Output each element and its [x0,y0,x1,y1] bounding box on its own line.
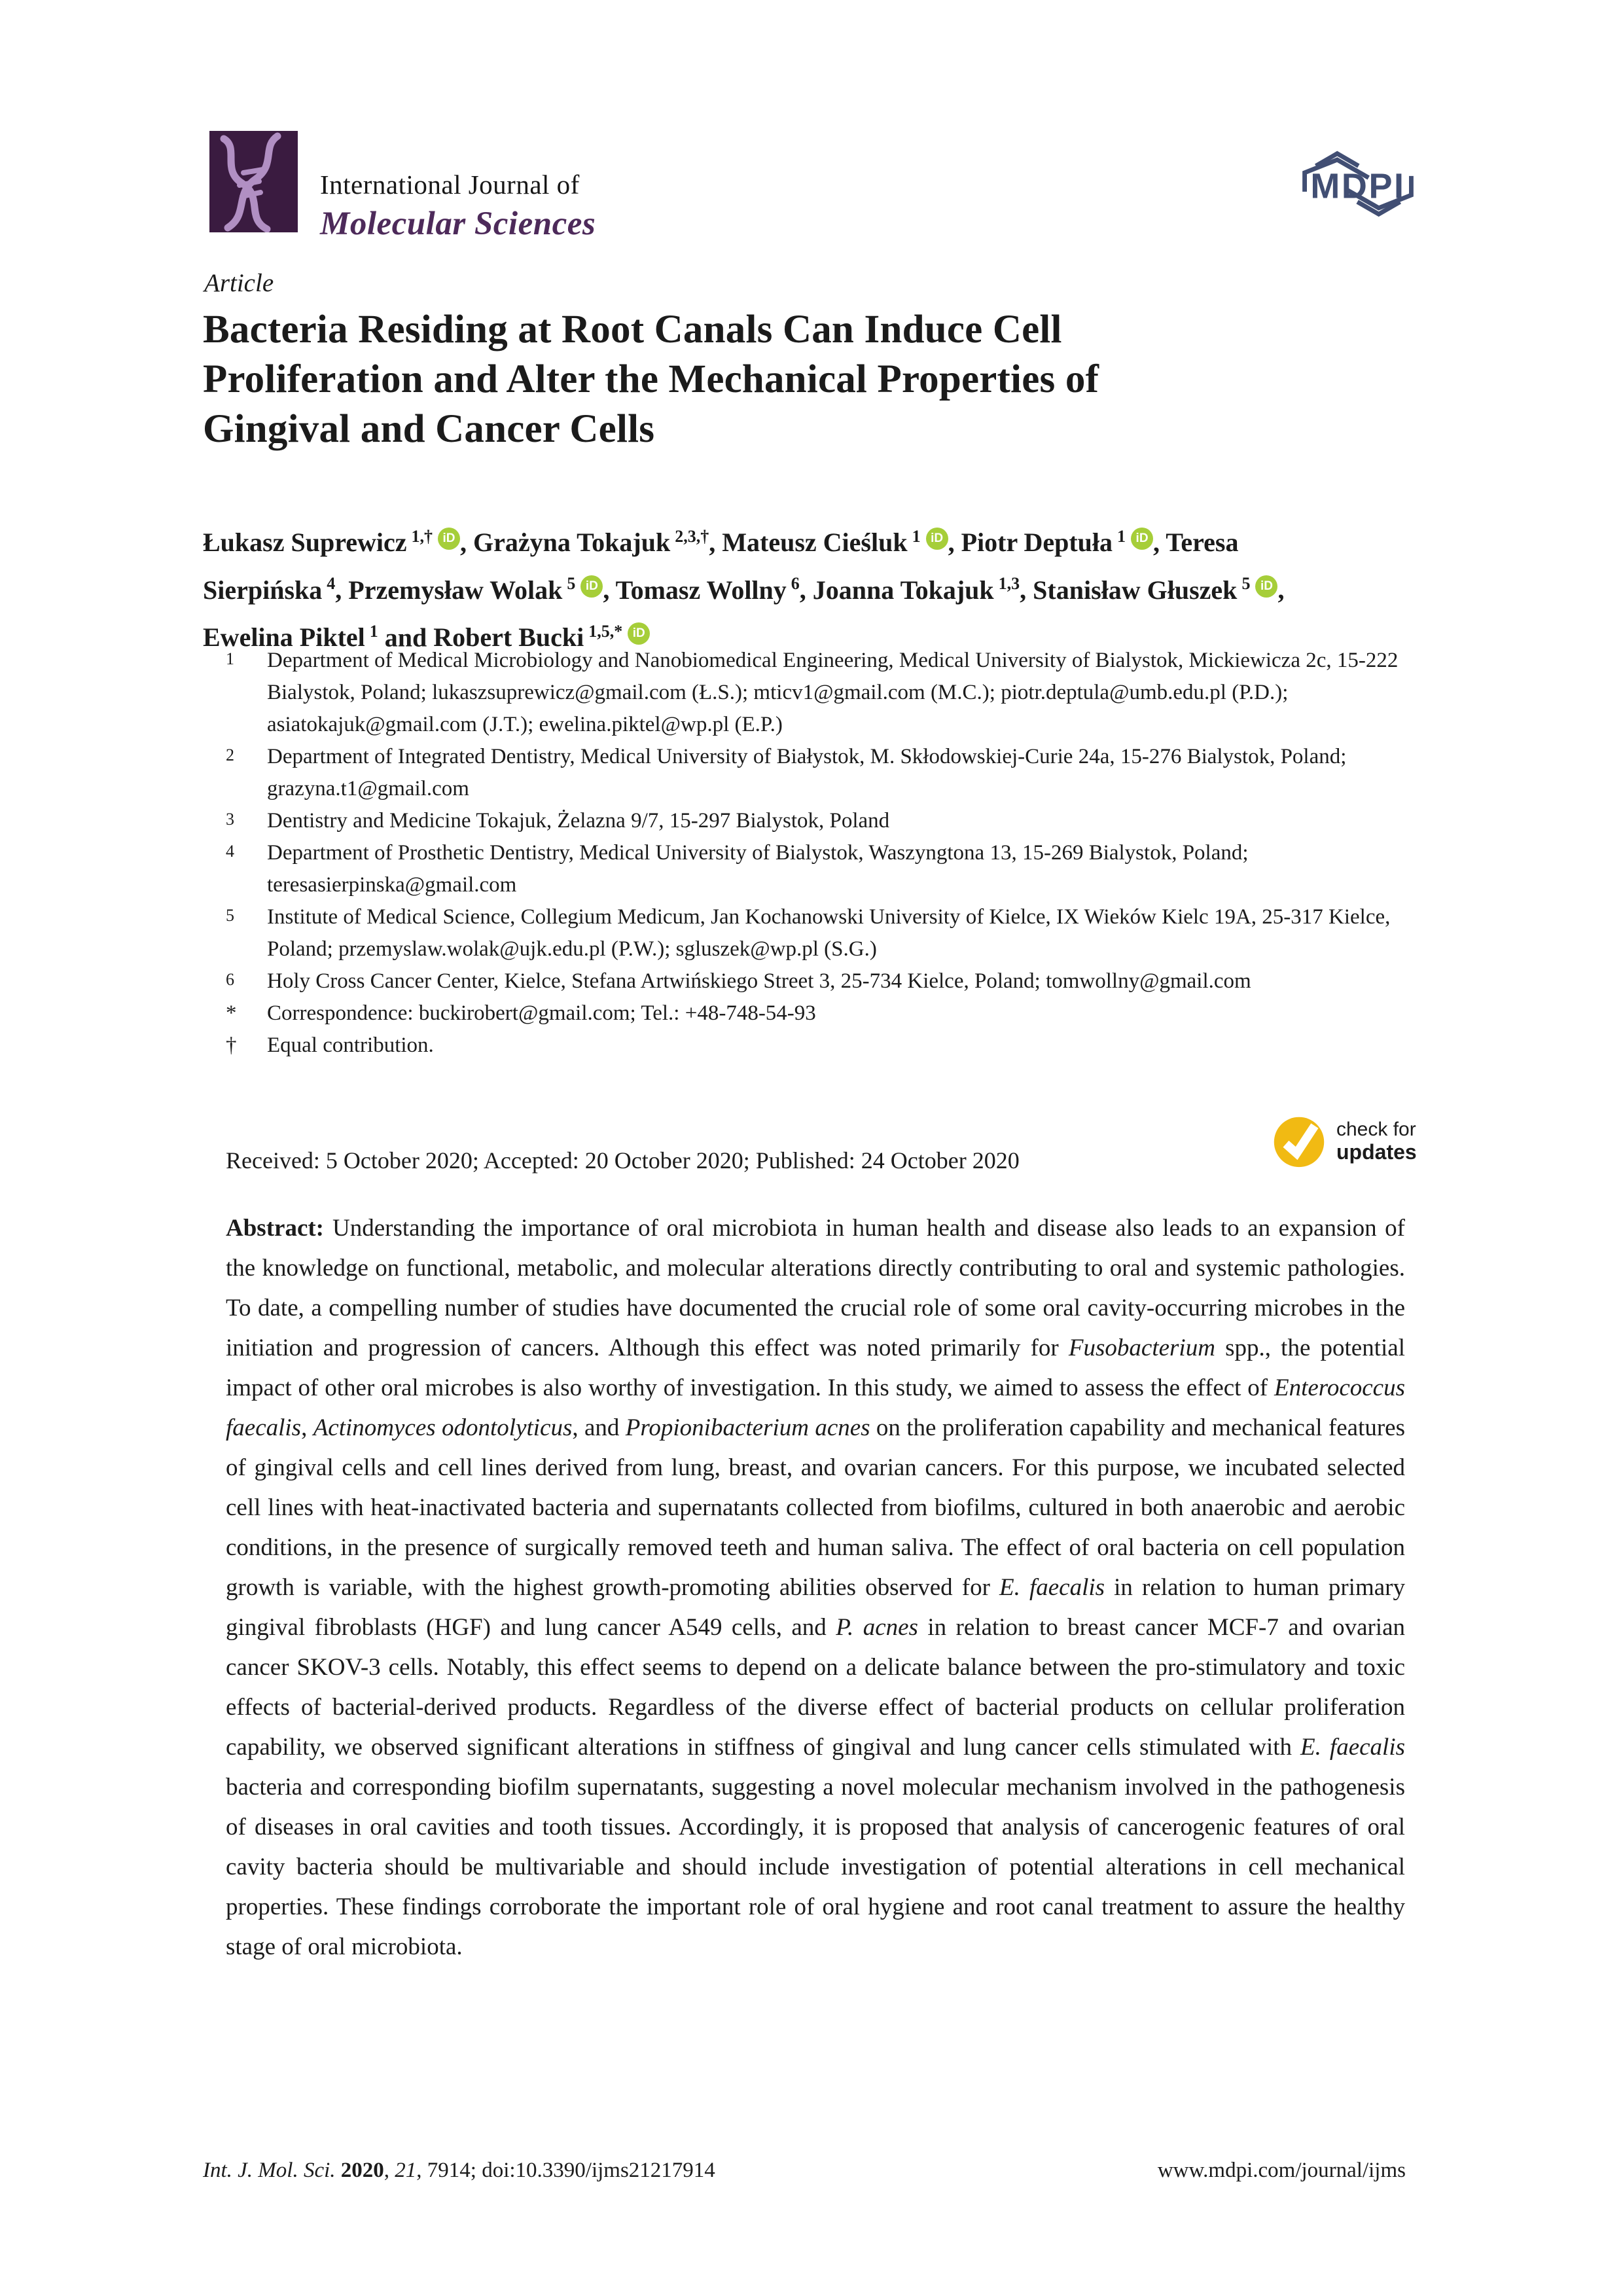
author [1033,575,1277,605]
check-for-updates-badge[interactable] [1271,1113,1417,1169]
author-superscript: 4 [327,574,336,594]
affiliation-label: † [226,1033,237,1057]
author-superscript: 1,3 [998,574,1020,594]
author-superscript: 1,† [411,527,433,546]
affiliation-label: 2 [226,745,234,764]
author [961,528,1153,557]
author-name: Grażyna Tokajuk [473,528,671,558]
affiliation-text: Institute of Medical Science, Collegium Medicum, Jan Kochanowski University of Kielce, IX Wieków Kielc 19A, 25-317 Kielce, Poland; przemyslaw.wolak@ujk.edu.pl (P.W.); sgluszek@wp.pl (S.G.) [267,905,1391,961]
page-title-line: Bacteria Residing at Root Canals Can Induce Cell [203,308,1062,351]
affiliation-item [226,837,1404,901]
orcid-icon[interactable]: iD [580,575,603,598]
affiliation-label: 6 [226,970,234,989]
affiliation-label: 5 [226,906,234,925]
orcid-icon[interactable]: iD [1255,575,1277,598]
author-name: Łukasz Suprewicz [203,528,407,558]
authors-line: Łukasz Suprewicz $^{1,\dagger}$ iD , Grażyna Tokajuk $^{2,3,\dagger}$, Mateusz Cieśluk $^1$ iD , Piotr Deptuła $^1$ iD , Teresa Sierpińska $^4$, Przemysław Wolak $^5$ iD , Tomasz Wollny $^6$, Joanna Tokajuk $^{1,3}$, Stanisław Głuszek $^5$ iD , Ewelina Piktel $^1$ and Robert Bucki $^{1,5,*}$ iD [203,527,1285,652]
affiliation-text: Equal contribution. [267,1033,434,1057]
badge-text-line2: updates [1336,1139,1417,1164]
footer-citation-segment: , 7914; doi:10.3390/ijms21217914 [416,2159,715,2182]
author [616,575,800,605]
affiliations-list [226,645,1404,1062]
journal-name-line2: Molecular Sciences [320,206,596,242]
affiliation-item [226,645,1404,741]
affiliation-item [226,965,1404,997]
author-superscript: 1 [912,527,921,546]
affiliation-item [226,901,1404,965]
affiliation-item [226,741,1404,805]
affiliation-text: Holy Cross Cancer Center, Kielce, Stefana Artwińskiego Street 3, 25-734 Kielce, Poland; tomwollny@gmail.com [267,969,1251,993]
abstract-text-segment: on the proliferation capability and mechanical features of gingival cells and cell lines derived from lung, breast, and ovarian cancers. For this purpose, we incubated selected cell lines with heat-inactivated bacteria and supernatants collected from biofilms, cultured in both anaerobic and aerobic conditions, in the presence of surgically removed teeth and human saliva. The effect of oral bacteria on cell population growth is variable, with the highest growth-promoting abilities observed for [226,1414,1405,1601]
author [203,528,460,557]
abstract-text-segment: Understanding the importance of oral microbiota in human health and disease also leads to an expansion of the knowledge on functional, metabolic, and molecular alterations directly contributing to oral and systemic pathologies. To date, a compelling number of studies have documented the crucial role of some oral cavity-occurring microbes in the initiation and progression of cancers. Although this effect was noted primarily for [226,1215,1405,1361]
author [473,528,709,557]
abstract-body [226,1215,1405,1960]
footer-journal-url[interactable]: www.mdpi.com/journal/ijms [1157,2159,1406,2182]
footer-citation [203,2159,715,2183]
dates-line: Received: 5 October 2020; Accepted: 20 October 2020; Published: 24 October 2020 [226,1147,1020,1174]
journal-logo [209,131,298,232]
affiliation-label: 3 [226,810,234,829]
author-superscript: 2,3,† [675,527,709,546]
affiliation-text: Dentistry and Medicine Tokajuk, Żelazna 9/7, 15-297 Bialystok, Poland [267,809,890,833]
footer [203,2159,1406,2183]
affiliation-item [226,997,1404,1030]
author-superscript: 1,5,* [588,621,623,641]
page-title [203,305,1407,454]
mdpi-logo-text: MDPI [1310,166,1406,206]
abstract-text-segment: , [301,1414,313,1441]
footer-citation-segment: 2020 [340,2159,384,2182]
dna-helix-icon [209,131,298,232]
badge-text-line1: check for [1336,1118,1416,1140]
author-name: Teresa Sierpińska [203,528,1239,605]
abstract-text-segment: in relation to breast cancer MCF-7 and ovarian cancer SKOV-3 cells. Notably, this effect seems to depend on a delicate balance between the pro-stimulatory and toxic effects of bacterial-derived products. Regardless of the diverse effect of bacterial products on cellular proliferation capability, we observed significant alterations in stiffness of gingival and lung cancer cells stimulated with [226,1614,1406,1761]
abstract-text-segment: spp., the potential impact of other oral microbes is also worthy of investigation. In this study, we aimed to assess the effect of [226,1335,1405,1401]
author [348,575,603,605]
mdpi-logo [1299,145,1417,222]
footer-citation-segment: , [383,2159,395,2182]
author-name: Robert Bucki [433,622,584,652]
author-superscript: 5 [567,574,576,594]
journal-name [320,169,596,243]
author-name: Mateusz Cieśluk [722,528,908,558]
abstract-text-segment: Actinomyces odontolyticus [313,1414,573,1441]
affiliation-item [226,805,1404,837]
author-name: Joanna Tokajuk [812,575,994,605]
author-superscript: 1 [369,621,378,641]
author-name: Tomasz Wollny [615,575,787,605]
orcid-icon[interactable]: iD [438,528,460,550]
abstract-text-segment: P. acnes [836,1614,918,1641]
article-type-label: Article [204,269,274,297]
author-name: Stanisław Głuszek [1033,575,1238,605]
affiliation-text: Correspondence: buckirobert@gmail.com; Tel.: +48-748-54-93 [267,1001,816,1025]
abstract-text-segment: in relation to human primary gingival fibroblasts (HGF) and lung cancer A549 cells, and [226,1574,1405,1641]
checkmark-icon [1271,1113,1327,1169]
orcid-icon[interactable]: iD [1131,528,1153,550]
author [813,575,1020,605]
author-superscript: 5 [1241,574,1251,594]
abstract [226,1208,1405,1967]
affiliation-label: 1 [226,649,234,668]
orcid-icon[interactable]: iD [926,528,948,550]
affiliation-item [226,1030,1404,1062]
author-name: Ewelina Piktel [203,622,365,652]
badge-text [1336,1119,1417,1164]
abstract-text-segment: Fusobacterium [1068,1335,1215,1361]
affiliation-label: 4 [226,842,234,861]
abstract-text-segment: , and [572,1414,626,1441]
author-superscript: 6 [791,574,800,594]
author-superscript: 1 [1117,527,1126,546]
footer-citation-segment: Int. J. Mol. Sci. [203,2159,341,2182]
abstract-text-segment: bacteria and corresponding biofilm supernatants, suggesting a novel molecular mechanism involved in the pathogenesis of diseases in oral cavities and tooth tissues. Accordingly, it is proposed that analysis of cancerogenic features of oral cavity bacteria should be multivariable and should include investigation of potential alterations in cell mechanical properties. These findings corroborate the important role of oral hygiene and root canal treatment to assure the healthy stage of oral microbiota. [226,1774,1405,1960]
page-title-line: Gingival and Cancer Cells [203,407,655,451]
affiliation-label: * [226,1001,237,1025]
abstract-label: Abstract: [226,1215,325,1242]
author-name: Przemysław Wolak [348,575,563,605]
affiliation-text: Department of Integrated Dentistry, Medical University of Białystok, M. Skłodowskiej-Curie 24a, 15-276 Bialystok, Poland; grazyna.t1@gmail.com [267,745,1347,800]
affiliation-text: Department of Prosthetic Dentistry, Medical University of Bialystok, Waszyngtona 13, 15-269 Bialystok, Poland; teresasierpinska@gmail.com [267,841,1249,897]
abstract-text-segment: E. faecalis [1300,1734,1406,1761]
page-title-line: Proliferation and Alter the Mechanical Properties of [203,357,1099,401]
author [722,528,948,557]
author-name: Piotr Deptuła [961,528,1113,558]
footer-citation-segment: 21 [395,2159,417,2182]
orcid-icon[interactable]: iD [628,622,650,645]
affiliation-text: Department of Medical Microbiology and Nanobiomedical Engineering, Medical University of Bialystok, Mickiewicza 2c, 15-222 Bialystok, Poland; lukaszsuprewicz@gmail.com (Ł.S.); mticv1@gmail.com (M.C.); piotr.deptula@umb.edu.pl (P.D.); asiatokajuk@gmail.com (J.T.); ewelina.piktel@wp.pl (E.P.) [267,649,1399,736]
abstract-text-segment: Enterococcus faecalis [226,1374,1405,1441]
abstract-text-segment: E. faecalis [999,1574,1105,1601]
journal-name-line1: International Journal of [320,170,580,200]
abstract-text-segment: Propionibacterium acnes [625,1414,870,1441]
